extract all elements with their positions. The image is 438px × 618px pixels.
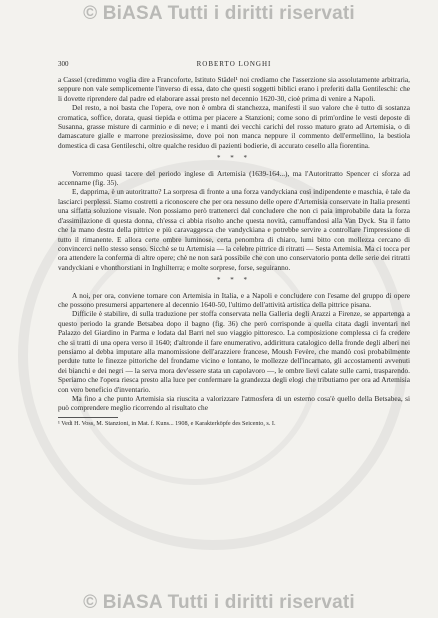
watermark-bottom: © BiASA Tutti i diritti riservati [83,592,355,613]
paragraph-5: A noi, per ora, conviene tornare con Artemisia in Italia, e a Napoli e concludere con l'esame del gruppo di opere che possono presumersi appartenere al decennio 1640-50, l'ultimo dell'attività artistica della pittrice pisana. [58,290,410,309]
paragraph-1: a Cassel (credimmo voglia dire a Francoforte, Istituto Städel¹ noi crediamo che l'asserzione sia assolutamente arbitraria, seppure non vale semplicemente l'inverso di essa, dato che questi soggetti biblici erano i preferiti dalla Gentileschi: che li dovette riprendere dal padre ed elaborare assai presto nel decennio 1620-30, cioè prima di venire a Napoli. [58,75,410,103]
section-divider: * * * [217,276,251,285]
paragraph-7: Ma fino a che punto Artemisia sia riuscita a valorizzare l'atmosfera di un esterno cosa'è quello della Betsabea, si può comprendere meglio ricorrendo al risultato che [58,394,410,413]
footnote: ¹ Vedi H. Voss, M. Stanzioni, in Mat. f. Kuns... 1908, e Karakterköpfe des Seicento, s. I. [58,419,276,427]
page-number: 300 [58,60,69,68]
running-title: ROBERTO LONGHI [196,60,272,68]
section-divider: * * * [217,154,251,163]
paragraph-3: Vorremmo quasi tacere del periodo inglese di Artemisia (1639-164...), ma l'Autoritratto Spencer ci sforza ad accennarne (fig. 35). [58,168,410,188]
paragraph-2: Del resto, a noi basta che l'opera, ove non è ombra di stanchezza, manifesti il suo valore che è tutto di sostanza cromatica, soffice, dorata, quasi tiepida e ottima per piacere a Stanzioni; come sono di prim'ordine le vesti deposte di Susanna, grasse misture di carminio e di neve; e i manti dei vecchi carichi del rosso maturo grato ad Artemisia, o di damascature gialle e marrone preziosissime, dove poi non manca neppure il commento dell'ermellino, la bestiola domestica di casa Gentileschi, oltre qualche residuo di pazienti bodierie, di accurato cesello alla fiorentina. [58,103,410,150]
paragraph-4: E, dapprima, è un autoritratto? La sorpresa di fronte a una forza vandyckiana così indipendente e maschia, è tale da lasciarci perplessi. Siamo costretti a riconoscere che per ora nessuno delle opere d'Artemisia conservate in Italia presenti una siffatta soluzione visuale. Non possiamo però trattenerci dal concludere che non ci paia improbabile data la forza d'assimilazione di questa donna, ch'essa ci abbia risolto anche questa novità, camuffandosi alla Van Dyck. Sta il fatto che la mano destra della pittrice e più caravaggesca che vandyckiana e potrebbe servire a controllare l'impressione di tutto il rimanente. E allora certe ombre luminose, certa penombra di chiaro, lumi bitto con mollezza cercano di convincerci nello stesso senso. Sicchè se tu Artemisia — la celebre pittrice di ritratti — Sesta Artemisia. Ma ci tocca per ora attendere la conferma di altre opere; chè ne non sarà possibile che con uno conservatorio ponta delle serie dei ritratti vandyckiani e vhonthorstiani in Inghilterra; e molte sorprese, forse, seguiranno. [58,187,410,272]
watermark-top: © BiASA Tutti i diritti riservati [83,3,355,24]
page-header [58,60,410,72]
body-text [58,75,410,428]
paragraph-6: Difficile è stabilire, di sulla traduzione per stoffa conservata nella Galleria degli Arazzi a Firenze, se appartenga a questo periodo la grande Betsabea dopo il bagno (fig. 36) che però corrisponde a quella citata dagli inventari nel Palazzo del Giardino in Parma e lodata dal Barri nel suo viaggio pittoresco. La composizione complessa ci fa credere che si tratti di una opera verso il 1640; d'altronde il fare enumerativo, addirittura catalogico della fronde degli alberi nei pensiamo al debba imputare alla manomissione dell'arazziere francese, Moush Fevère, che mandò così probabilmente perdute tutte le finezze pittoriche del frondame vicino e lontano, le mollezze dell'incarnato, gli accostamenti avvenuti dei bianchi e dei negri — la serva mora dev'essere stata un capolavoro —, le ombre lievi calate sulle carni, trasparendo. Speriamo che l'opera riesca presto alla luce per confermare la grandezza degli elogi che tributiamo per ora ad Artemisia con vero beneficio d'inventario. [58,309,410,394]
footnote-rule [58,417,118,418]
